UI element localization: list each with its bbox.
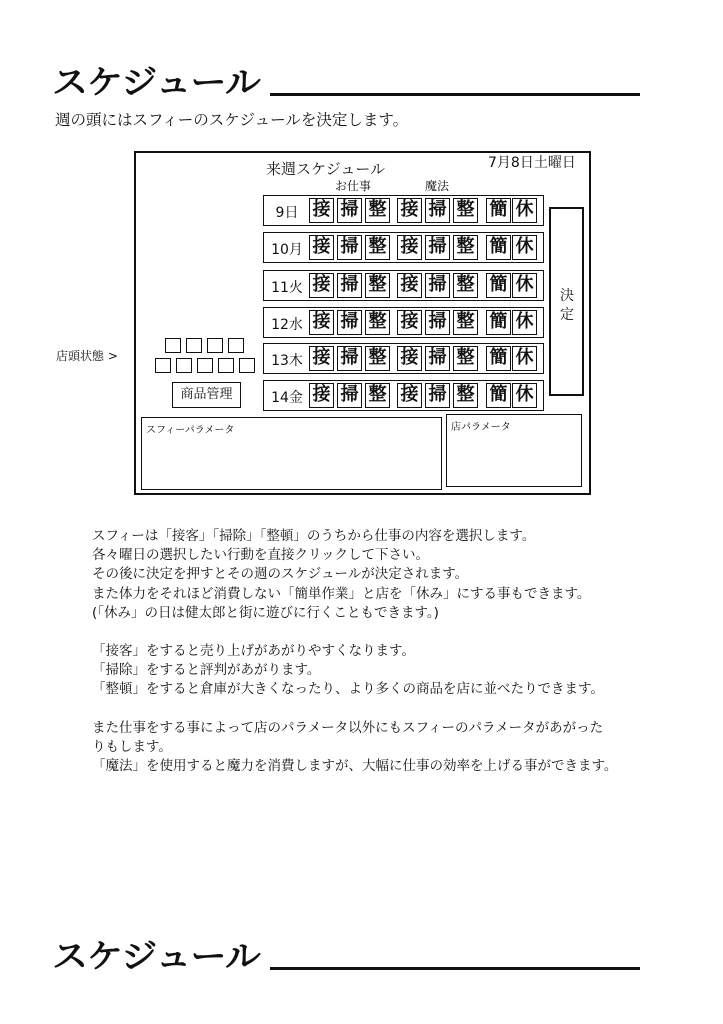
shelf-slot <box>228 338 244 353</box>
action-button[interactable]: 整 <box>365 235 390 260</box>
action-button[interactable]: 整 <box>453 310 478 335</box>
goods-management-button[interactable]: 商品管理 <box>172 382 241 408</box>
schedule-row <box>263 270 544 301</box>
action-button[interactable]: 接 <box>397 383 422 408</box>
shelf-slot <box>165 338 181 353</box>
action-button[interactable]: 掃 <box>337 273 362 298</box>
heading-rule <box>270 967 640 970</box>
description-line: その後に決定を押すとその週のスケジュールが決定されます。 <box>92 566 469 583</box>
day-label: 10月 <box>271 242 303 258</box>
action-button[interactable]: 掃 <box>337 310 362 335</box>
description-line: 「魔法」を使用すると魔力を消費しますが、大幅に仕事の効率を上げる事ができます。 <box>92 758 618 775</box>
shelf-slot <box>207 338 223 353</box>
action-button[interactable]: 掃 <box>425 273 450 298</box>
action-button[interactable]: 整 <box>453 346 478 371</box>
action-button[interactable]: 接 <box>309 198 334 223</box>
description-line: 「整頓」をすると倉庫が大きくなったり、より多くの商品を店に並べたりできます。 <box>92 681 604 698</box>
day-label: 14金 <box>271 390 303 406</box>
action-button[interactable]: 接 <box>397 235 422 260</box>
decide-label: 決定 <box>560 288 574 323</box>
store-parameter-panel <box>446 414 582 487</box>
description-line: りもします。 <box>92 738 172 755</box>
intro-text: 週の頭にはスフィーのスケジュールを決定します。 <box>55 111 409 129</box>
sophie-parameter-label: スフィーパラメータ <box>146 425 235 436</box>
action-button[interactable]: 掃 <box>337 198 362 223</box>
day-label: 9日 <box>275 205 299 221</box>
schedule-row <box>263 380 544 411</box>
day-label: 13木 <box>271 353 303 369</box>
description-line: また体力をそれほど消費しない「簡単作業」と店を「休み」にする事もできます。 <box>92 585 591 602</box>
action-button[interactable]: 掃 <box>337 346 362 371</box>
section-heading-bottom <box>52 938 640 974</box>
action-button[interactable]: 掃 <box>425 310 450 335</box>
schedule-row <box>263 343 544 374</box>
day-label: 11火 <box>271 280 303 296</box>
action-button[interactable]: 掃 <box>337 235 362 260</box>
action-button[interactable]: 整 <box>365 310 390 335</box>
action-button[interactable]: 掃 <box>425 235 450 260</box>
schedule-row <box>263 195 544 226</box>
action-button[interactable]: 休 <box>512 346 537 371</box>
action-button[interactable]: 整 <box>453 273 478 298</box>
action-button[interactable]: 接 <box>309 273 334 298</box>
column-work-header: お仕事 <box>335 179 372 193</box>
column-magic-header: 魔法 <box>425 179 450 193</box>
description-text <box>92 527 682 776</box>
action-button[interactable]: 整 <box>453 198 478 223</box>
action-button[interactable]: 簡 <box>486 383 511 408</box>
sophie-parameter-panel <box>141 417 442 490</box>
schedule-row <box>263 232 544 263</box>
shelf-slot <box>197 358 213 373</box>
action-button[interactable]: 掃 <box>425 346 450 371</box>
heading-rule <box>270 93 640 96</box>
description-line: 「掃除」をすると評判があがります。 <box>92 662 321 679</box>
shelf-slot <box>186 338 202 353</box>
action-button[interactable]: 接 <box>397 346 422 371</box>
action-button[interactable]: 掃 <box>425 198 450 223</box>
action-button[interactable]: 休 <box>512 383 537 408</box>
shelf-slot <box>239 358 255 373</box>
action-button[interactable]: 接 <box>397 273 422 298</box>
shelf-slot <box>155 358 171 373</box>
action-button[interactable]: 接 <box>397 310 422 335</box>
action-button[interactable]: 接 <box>309 383 334 408</box>
action-button[interactable]: 簡 <box>486 310 511 335</box>
shelf-slot <box>176 358 192 373</box>
store-parameter-label: 店パラメータ <box>451 422 511 433</box>
decide-button[interactable] <box>549 207 584 396</box>
schedule-title: 来週スケジュール <box>266 160 386 178</box>
action-button[interactable]: 接 <box>309 310 334 335</box>
action-button[interactable]: 簡 <box>486 346 511 371</box>
heading-text: スケジュール <box>52 938 260 976</box>
shelf-slot <box>218 358 234 373</box>
action-button[interactable]: 整 <box>365 383 390 408</box>
description-line: 各々曜日の選択したい行動を直接クリックして下さい。 <box>92 547 429 564</box>
heading-text: スケジュール <box>52 64 260 102</box>
action-button[interactable]: 簡 <box>486 235 511 260</box>
section-heading-top <box>52 64 640 100</box>
description-line: また仕事をする事によって店のパラメータ以外にもスフィーのパラメータがあがった <box>92 719 604 736</box>
day-label: 12水 <box>271 317 303 333</box>
action-button[interactable]: 接 <box>309 346 334 371</box>
action-button[interactable]: 整 <box>365 346 390 371</box>
action-button[interactable]: 接 <box>309 235 334 260</box>
paragraph-gap <box>92 623 682 642</box>
action-button[interactable]: 休 <box>512 273 537 298</box>
action-button[interactable]: 掃 <box>337 383 362 408</box>
action-button[interactable]: 整 <box>365 198 390 223</box>
action-button[interactable]: 整 <box>453 383 478 408</box>
description-line: スフィーは「接客」「掃除」「整頓」のうちから仕事の内容を選択します。 <box>92 528 536 544</box>
store-status-label: 店頭状態 > <box>56 349 118 363</box>
action-button[interactable]: 整 <box>365 273 390 298</box>
schedule-date: 7月8日土曜日 <box>488 155 576 171</box>
action-button[interactable]: 休 <box>512 198 537 223</box>
paragraph-gap <box>92 700 682 719</box>
action-button[interactable]: 休 <box>512 235 537 260</box>
action-button[interactable]: 休 <box>512 310 537 335</box>
action-button[interactable]: 整 <box>453 235 478 260</box>
action-button[interactable]: 簡 <box>486 198 511 223</box>
action-button[interactable]: 接 <box>397 198 422 223</box>
action-button[interactable]: 簡 <box>486 273 511 298</box>
schedule-row <box>263 307 544 338</box>
description-line: 「接客」をすると売り上げがあがりやすくなります。 <box>92 643 415 660</box>
action-button[interactable]: 掃 <box>425 383 450 408</box>
description-line: (「休み」の日は健太郎と街に遊びに行くこともできます。) <box>92 604 439 621</box>
